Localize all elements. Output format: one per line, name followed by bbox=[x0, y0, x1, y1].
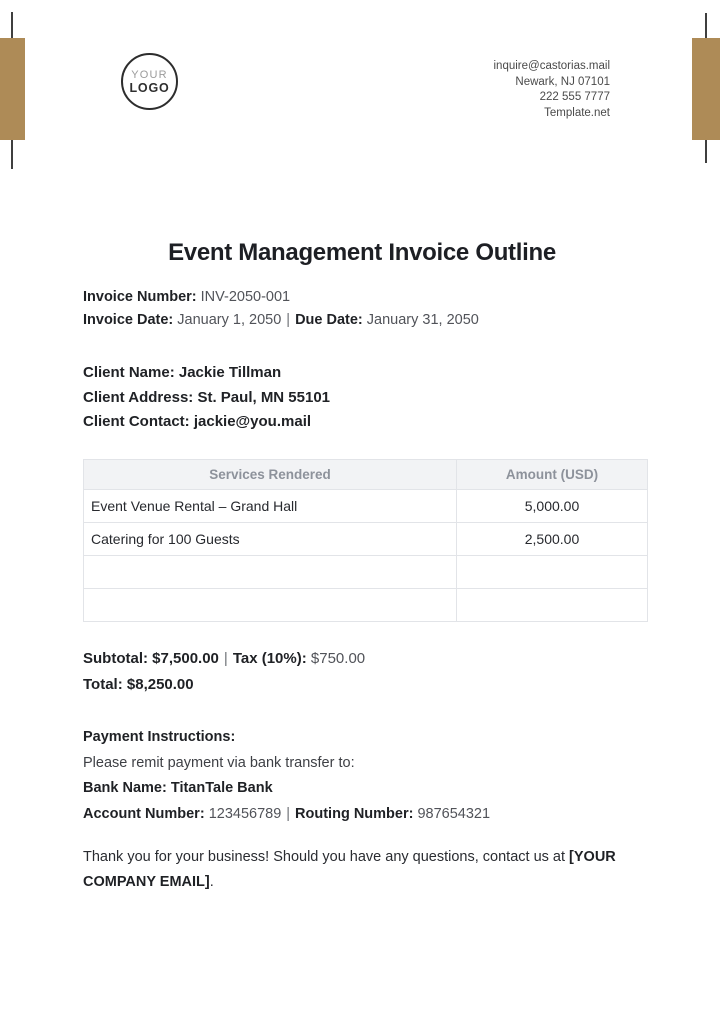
tax-label: Tax (10%): bbox=[232, 650, 307, 667]
service-cell: Catering for 100 Guests bbox=[84, 523, 457, 556]
separator-bar: | bbox=[286, 312, 291, 328]
invoice-number-line bbox=[83, 286, 479, 309]
client-address-value: St. Paul, MN 55101 bbox=[197, 388, 331, 406]
total-line bbox=[83, 672, 365, 698]
service-cell: Event Venue Rental – Grand Hall bbox=[84, 490, 457, 523]
separator-bar: | bbox=[223, 650, 228, 667]
bank-name-line bbox=[83, 776, 490, 802]
account-number-value: 123456789 bbox=[208, 805, 282, 822]
invoice-dates-line bbox=[83, 309, 479, 332]
totals-block bbox=[83, 646, 365, 697]
account-routing-line bbox=[83, 802, 490, 828]
subtotal-value: $7,500.00 bbox=[152, 650, 219, 667]
payment-heading: Payment Instructions: bbox=[83, 729, 236, 745]
bank-name-label: Bank Name: bbox=[83, 780, 167, 797]
thank-you-period: . bbox=[209, 874, 214, 890]
thank-you-note bbox=[83, 845, 641, 895]
routing-number-label: Routing Number: bbox=[295, 805, 414, 822]
bank-name-value: TitanTale Bank bbox=[170, 780, 273, 797]
invoice-date-value: January 1, 2050 bbox=[177, 312, 282, 328]
client-contact-value: jackie@you.mail bbox=[193, 413, 312, 431]
account-number-label: Account Number: bbox=[83, 805, 205, 822]
thank-you-text: Thank you for your business! Should you have any questions, contact us at bbox=[83, 849, 570, 865]
amount-cell bbox=[457, 556, 648, 589]
right-accent-bar bbox=[692, 38, 720, 140]
client-name-label: Client Name: bbox=[83, 364, 175, 381]
logo-placeholder-logo: LOGO bbox=[129, 80, 170, 95]
invoice-meta-block bbox=[83, 286, 479, 332]
amount-cell: 5,000.00 bbox=[457, 490, 648, 523]
total-value: $8,250.00 bbox=[126, 675, 194, 693]
service-cell bbox=[84, 589, 457, 622]
client-address-label: Client Address: bbox=[83, 388, 194, 406]
amount-cell: 2,500.00 bbox=[457, 523, 648, 556]
client-contact-line bbox=[83, 410, 330, 435]
due-date-label: Due Date: bbox=[295, 312, 363, 328]
company-logo bbox=[121, 53, 178, 110]
payment-intro: Please remit payment via bank transfer to: bbox=[83, 754, 355, 771]
company-phone: 222 555 7777 bbox=[539, 91, 610, 103]
service-cell bbox=[84, 556, 457, 589]
invoice-number-value: INV-2050-001 bbox=[200, 289, 291, 305]
subtotal-label: Subtotal: bbox=[83, 650, 148, 667]
company-email: inquire@castorias.mail bbox=[493, 60, 610, 72]
total-label: Total: bbox=[83, 675, 123, 693]
subtotal-tax-line bbox=[83, 646, 365, 672]
logo-placeholder-your: YOUR bbox=[131, 68, 168, 81]
amount-cell bbox=[457, 589, 648, 622]
company-email-placeholder: [YOUR COMPANY EMAIL] bbox=[83, 849, 616, 890]
client-info-block bbox=[83, 361, 330, 435]
company-address: Newark, NJ 07101 bbox=[515, 75, 610, 88]
table-row bbox=[84, 490, 648, 523]
table-row-empty bbox=[84, 589, 648, 622]
due-date-value: January 31, 2050 bbox=[366, 312, 479, 328]
separator-bar: | bbox=[286, 805, 291, 822]
company-website: Template.net bbox=[544, 106, 610, 119]
client-name-value: Jackie Tillman bbox=[178, 364, 282, 381]
client-name-line bbox=[83, 361, 330, 386]
services-rendered-header: Services Rendered bbox=[84, 460, 457, 490]
payment-instructions-block bbox=[83, 725, 490, 827]
left-accent-bar bbox=[0, 38, 25, 140]
page-title: Event Management Invoice Outline bbox=[168, 239, 556, 266]
tax-value: $750.00 bbox=[310, 650, 366, 667]
services-table bbox=[83, 459, 648, 622]
client-contact-label: Client Contact: bbox=[83, 413, 190, 431]
routing-number-value: 987654321 bbox=[417, 805, 491, 822]
company-contact-block bbox=[494, 59, 611, 121]
client-address-line bbox=[83, 386, 330, 411]
amount-usd-header: Amount (USD) bbox=[457, 460, 648, 490]
table-row-empty bbox=[84, 556, 648, 589]
table-row bbox=[84, 523, 648, 556]
table-header-row bbox=[84, 460, 648, 490]
invoice-number-label: Invoice Number: bbox=[83, 289, 197, 305]
invoice-date-label: Invoice Date: bbox=[83, 312, 174, 328]
